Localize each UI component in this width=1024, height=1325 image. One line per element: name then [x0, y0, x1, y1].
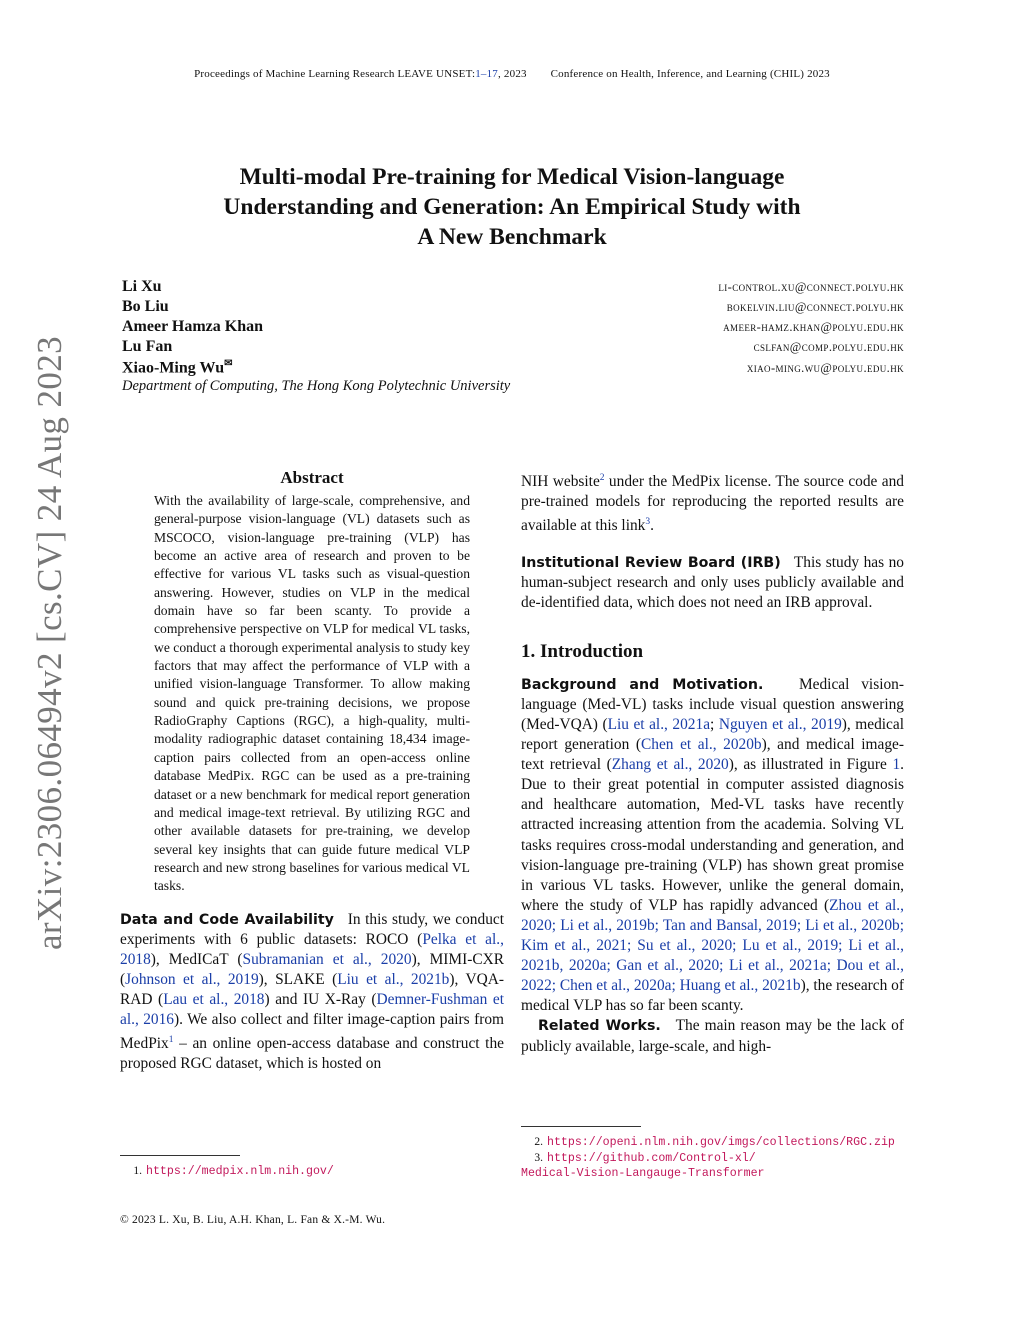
title-line-1: Multi-modal Pre-training for Medical Vision-language [239, 164, 785, 190]
background-heading: Background and Motivation. [521, 676, 764, 693]
right-column [521, 468, 904, 1057]
data-code-paragraph: Data and Code Availability In this study, we conduct experiments with 6 public datasets: ROCO (Pelka et al., 2018), MedICaT (Subramanian et al., 2020), MIMI-CXR (Johnson et al., 2019), SLAKE (Liu et al., 2021b), VQA-RAD (Lau et al., 2018) and IU X-Ray (Demner-Fushman et al., 2016). We also collect and filter image-caption pairs from MedPix$^1$ – an online open-access database and construct the proposed RGC dataset, which is hosted on [120, 910, 505, 1073]
footnote-url-continuation [521, 1166, 904, 1182]
title-line-2: Understanding and Generation: An Empirical Study with [223, 194, 801, 220]
author-name: Lu Fan [122, 338, 173, 355]
footnotes-left [120, 1155, 504, 1180]
footnote-item [120, 1164, 504, 1180]
citation-list[interactable]: Zhou et al., 2020; Li et al., 2019b; Tan and Bansal, 2019; Li et al., 2020b; Kim et al., 2021; Su et al., 2020; Lu et al., 2019; Li et al., 2021b, 2020a; Gan et al., 2020; Li et al., 2021a; Dou et al., 2022; Chen et al., 2020a; Huang et al., 2021b [521, 896, 904, 995]
footnote-item [521, 1135, 904, 1151]
header-year: , 2023 [498, 68, 527, 80]
abstract-body: With the availability of large-scale, comprehensive, and general-purpose vision-language (VL) datasets such as MSCOCO, vision-language pre-training (VLP) has become an active area of research and proven to be effective for various VL tasks such as visual-question answering. However, studies on VLP in the medical domain have so far been scanty. To provide a comprehensive perspective on VLP for medical VL tasks, we conduct a thorough experimental analysis to study key factors that may affect the performance of VLP with a unified vision-language Transformer. To allow making sound and quick pre-training decisions, we propose RadioGraphy Captions (RGC), a high-quality, multi-modality radiographic dataset containing 18,434 image-caption pairs collected from an open-access online database MedPix. RGC can be used as a pre-training dataset or a new benchmark for medical report generation and medical image-text retrieval. By utilizing RGC and other available datasets for pre-training, we develop several key insights that can guide future medical VLP research and new strong baselines for various medical VL tasks. [154, 493, 470, 894]
citation-link[interactable]: Nguyen et al., 2019 [718, 716, 842, 733]
author-name-text: Xiao-Ming Wu [122, 359, 225, 377]
data-code-continuation: NIH website$^2$ under the MedPix license. The source code and pre-trained models for reproducing the reported results are available at this link$^3$. [521, 473, 904, 535]
envelope-icon: ✉ [224, 358, 233, 369]
footnote-rule [521, 1126, 641, 1127]
irb-paragraph [521, 553, 904, 613]
left-column [120, 468, 504, 1074]
author-email[interactable]: ameer-hamz.khan@polyu.edu.hk [723, 320, 904, 334]
header-conference: Conference on Health, Inference, and Learning (CHIL) 2023 [550, 68, 830, 80]
footnote-url[interactable]: https://openi.nlm.nih.gov/imgs/collections/RGC.zip [547, 1136, 895, 1149]
citation-link[interactable]: Johnson et al., 2019 [125, 970, 259, 988]
running-header [0, 68, 1024, 80]
author-row [122, 298, 904, 318]
citation-link[interactable]: Demner-Fushman et al., 2016 [120, 990, 504, 1029]
related-works-paragraph [521, 1016, 904, 1056]
citation-link[interactable]: Zhang et al., 2020 [611, 756, 729, 774]
footnote-ref[interactable]: 2 [599, 473, 605, 483]
footnote-rule [120, 1155, 240, 1156]
footnotes-right [521, 1126, 904, 1182]
footnote-number: 3. [534, 1151, 543, 1164]
related-works-heading: Related Works. [538, 1018, 661, 1035]
author-name: Ameer Hamza Khan [122, 318, 264, 335]
copyright-notice: © 2023 L. Xu, B. Liu, A.H. Khan, L. Fan & X.-M. Wu. [120, 1214, 386, 1226]
paper-title [0, 162, 1024, 252]
footnote-number: 1. [133, 1165, 142, 1177]
citation-link[interactable]: Liu et al., 2021a [607, 716, 711, 733]
header-pages-link[interactable]: 1–17 [475, 68, 499, 80]
abstract-heading: Abstract [280, 468, 344, 487]
author-block [122, 278, 904, 395]
background-paragraph: Background and Motivation. Medical vision-language (Med-VL) tasks include visual question answering (Med-VQA) (Liu et al., 2021a; Nguyen et al., 2019), medical report generation (Chen et al., 2020b), and medical image-text retrieval (Zhang et al., 2020), as illustrated in Figure 1. Due to their great potential in computer assisted diagnosis and healthcare automation, Med-VL tasks have recently attracted increasing attention from the academia. Solving VL tasks requires cross-modal understanding and generation, and vision-language pre-training (VLP) has shown great promise in various VL tasks. However, unlike the general domain, where the study of VLP has rapidly advanced (Zhou et al., 2020; Li et al., 2019b; Tan and Bansal, 2019; Li et al., 2020b; Kim et al., 2021; Su et al., 2020; Lu et al., 2019; Li et al., 2021b, 2020a; Gan et al., 2020; Li et al., 2021a; Dou et al., 2022; Chen et al., 2020a; Huang et al., 2021b), the research of medical VLP has so far been scanty. [521, 675, 905, 1015]
footnote-ref[interactable]: 1 [168, 1035, 174, 1046]
footnote-item [521, 1151, 904, 1167]
related-works-text: The main reason may be the lack of publicly available, large-scale, and high- [521, 1017, 904, 1055]
citation-link[interactable]: Lau et al., 2018 [163, 990, 265, 1008]
footnote-url[interactable]: https://medpix.nlm.nih.gov/ [146, 1165, 334, 1178]
arxiv-sidebar-id: arXiv:2306.06494v2 [cs.CV] 24 Aug 2023 [30, 335, 69, 950]
author-row [122, 338, 904, 358]
header-proceedings: Proceedings of Machine Learning Research LEAVE UNSET: [194, 68, 476, 80]
data-code-heading: Data and Code Availability [120, 911, 334, 928]
author-row [122, 358, 904, 378]
citation-link[interactable]: Liu et al., 2021b [337, 970, 450, 988]
citation-link[interactable]: Subramanian et al., 2020 [242, 950, 412, 968]
affiliation: Department of Computing, The Hong Kong Polytechnic University [122, 378, 511, 394]
introduction-heading: 1. Introduction [521, 640, 644, 662]
irb-heading: Institutional Review Board (IRB) [521, 554, 781, 571]
citation-link[interactable]: Pelka et al., 2018 [120, 930, 504, 968]
author-row [122, 278, 904, 298]
author-row [122, 318, 904, 338]
author-email[interactable]: li-control.xu@connect.polyu.hk [718, 280, 904, 294]
author-email[interactable]: xiao-ming.wu@polyu.edu.hk [746, 361, 904, 376]
author-email[interactable]: cslfan@comp.polyu.edu.hk [753, 340, 904, 354]
figure-ref[interactable]: 1 [892, 756, 901, 774]
author-name: Li Xu [122, 278, 162, 295]
title-line-3: A New Benchmark [417, 224, 607, 250]
citation-link[interactable]: Chen et al., 2020b [641, 736, 762, 754]
footnote-url[interactable]: Medical-Vision-Langauge-Transformer [521, 1167, 765, 1180]
footnote-url[interactable]: https://github.com/Control-xl/ [547, 1151, 756, 1165]
footnote-number: 2. [534, 1136, 543, 1148]
irb-text: This study has no human-subject research and only uses publicly available and de-identified data, which does not need an IRB approval. [521, 553, 905, 611]
author-email[interactable]: bokelvin.liu@connect.polyu.hk [726, 300, 904, 314]
author-name: Bo Liu [122, 298, 169, 315]
footnote-ref[interactable]: 3 [645, 517, 651, 528]
author-name [122, 358, 232, 377]
